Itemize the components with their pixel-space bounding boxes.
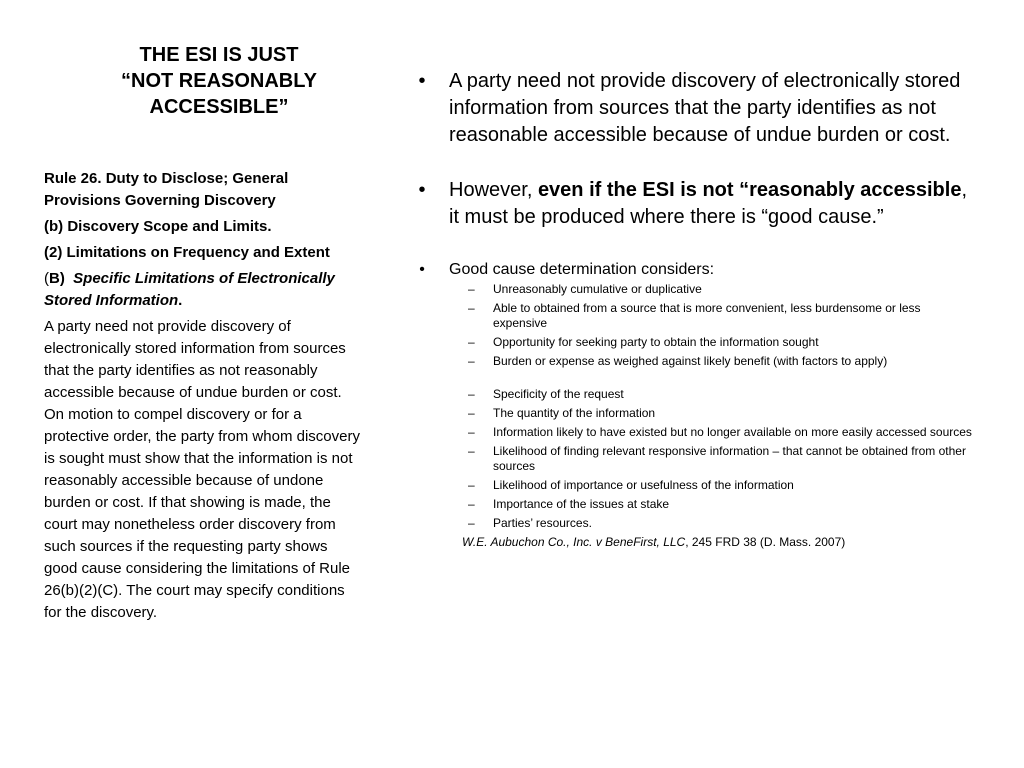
bullet-icon: • (419, 261, 425, 278)
bullet-item (412, 177, 972, 231)
dash-icon: – (468, 354, 475, 368)
dash-icon: – (468, 387, 475, 401)
title-line-3: ACCESSIBLE” (149, 96, 289, 118)
factor-text: Parties’ resources. (493, 516, 592, 530)
factor-item (468, 516, 972, 531)
bullet-text: A party need not provide discovery of electronically stored information from sources that the party identifies as not reasonable accessible because of undue burden or cost. (449, 70, 961, 146)
factor-text: Opportunity for seeking party to obtain the information sought (493, 335, 819, 349)
rule-b-period: . (178, 292, 183, 309)
dash-icon: – (468, 497, 475, 511)
bullet-text: Good cause determination considers: (449, 261, 715, 278)
factor-text: Importance of the issues at stake (493, 497, 670, 511)
title-line-1: THE ESI IS JUST (139, 44, 299, 66)
factor-item (468, 354, 972, 369)
dash-icon: – (468, 444, 475, 458)
case-name: W.E. Aubuchon Co., Inc. v BeneFirst, LLC (462, 535, 686, 549)
factor-item (468, 282, 972, 297)
factor-item (468, 335, 972, 350)
factor-text: The quantity of the information (493, 406, 656, 420)
bullet-icon: • (418, 70, 426, 92)
case-citation (462, 535, 972, 550)
rule-body-text: A party need not provide discovery of electronically stored information from sources that the party identifies as not reasonably accessible because of undue burden or cost. On motion to compel discovery or for a protective order, the party from whom discovery is sought must show that the information is not reasonably accessible because of undone burden or cost. If that showing is made, the court may nonetheless order discovery from such sources if the requesting party shows good cause considering the limitations of Rule 26(b)(2)(C). The court may specify conditions for the discovery. (44, 318, 360, 621)
list-gap (412, 373, 972, 387)
factor-item (468, 425, 972, 440)
rule-b-open: ( (44, 270, 49, 287)
factor-item (468, 301, 972, 331)
factor-list-2 (412, 387, 972, 531)
bullet-item (412, 68, 972, 149)
factor-text: Specificity of the request (493, 387, 624, 401)
dash-icon: – (468, 282, 475, 296)
factor-item (468, 444, 972, 474)
factor-item (468, 497, 972, 512)
rule-b-title: Specific Limitations of Electronically Stored Information (44, 270, 335, 309)
factor-text: Information likely to have existed but no longer available on more easily accessed sources (493, 425, 972, 439)
slide-title (44, 42, 394, 120)
rule-b-letter: B) (49, 270, 65, 287)
factor-text: Likelihood of importance or usefulness of the information (493, 478, 794, 492)
factor-item (468, 478, 972, 493)
dash-icon: – (468, 406, 475, 420)
rule-heading: Rule 26. Duty to Disclose; General Provisions Governing Discovery (44, 170, 289, 209)
bullet-text-pre: However, (449, 179, 538, 201)
rule-text-panel (44, 168, 360, 628)
dash-icon: – (468, 335, 475, 349)
dash-icon: – (468, 301, 475, 315)
title-line-2: “NOT REASONABLY (121, 70, 317, 92)
dash-icon: – (468, 478, 475, 492)
case-reporter: , 245 FRD 38 (D. Mass. 2007) (685, 535, 846, 549)
factor-text: Unreasonably cumulative or duplicative (493, 282, 702, 296)
bullet-text-bold: even if the ESI is not “reasonably accessible (537, 179, 962, 201)
dash-icon: – (468, 516, 475, 530)
bullet-item (412, 259, 972, 280)
rule-subsection-B (44, 268, 360, 312)
rule-subsection-2: (2) Limitations on Frequency and Extent (44, 244, 330, 261)
dash-icon: – (468, 425, 475, 439)
bullet-text-post: , it must be produced where there is “good cause.” (449, 179, 968, 228)
factor-list-1 (412, 282, 972, 369)
factor-item (468, 387, 972, 402)
factor-item (468, 406, 972, 421)
factor-text: Burden or expense as weighed against likely benefit (with factors to apply) (493, 354, 888, 368)
rule-subsection-b: (b) Discovery Scope and Limits. (44, 218, 272, 235)
content-panel (412, 68, 972, 550)
factor-text: Able to obtained from a source that is more convenient, less burdensome or less expensive (493, 301, 921, 330)
factor-text: Likelihood of finding relevant responsive information – that cannot be obtained from other sources (493, 444, 966, 473)
bullet-icon: • (418, 179, 426, 201)
